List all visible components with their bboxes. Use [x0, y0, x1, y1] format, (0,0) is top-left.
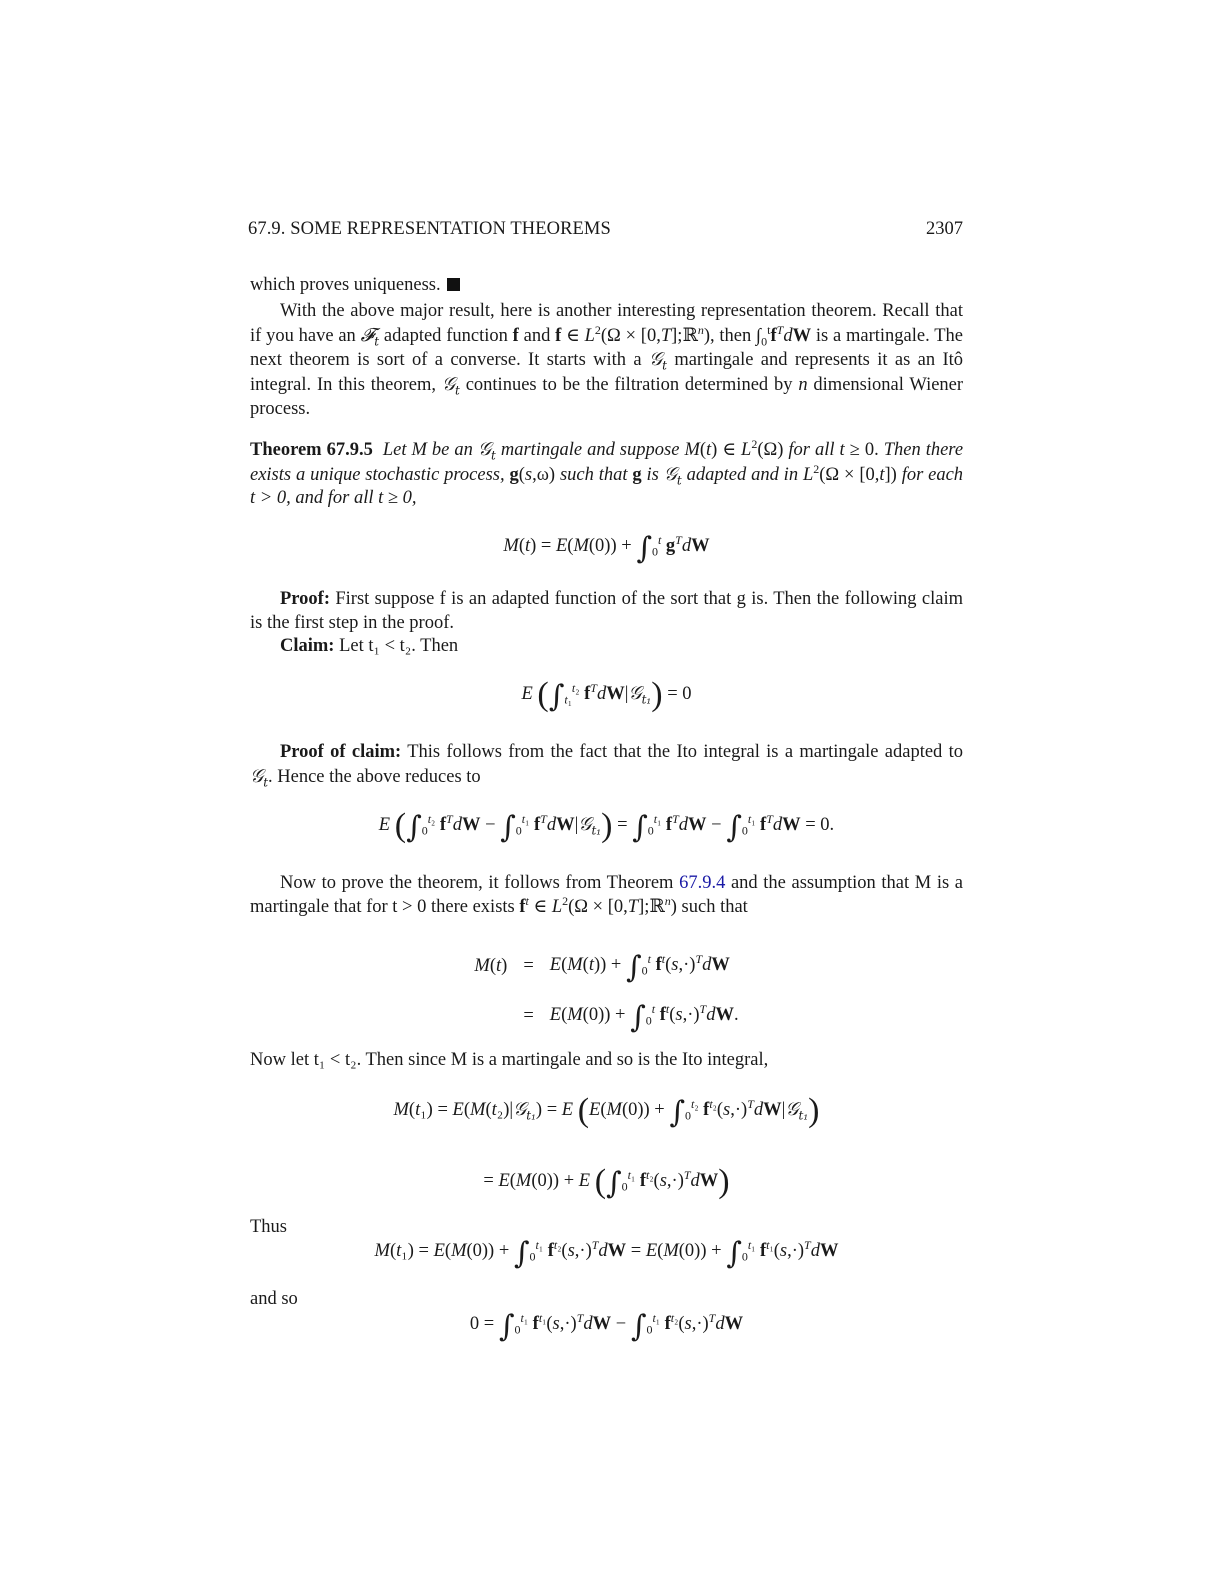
label-and-so: and so [250, 1289, 298, 1309]
equation-reduction: E ($\int_0^{t_2}$ $f^TdW - \int_0^{t_1}$ $f^TdW|𝒢_{t_1}) = \int_0^{t_1}$ $f^TdW - \int_0^{t_1}$ $f^TdW = 0$. [378, 807, 835, 845]
equation-claim: E ($\int_{t_1}^{t_2}$ $f^TdW|𝒢_{t_1}) = 0$ [521, 676, 692, 714]
theorem-label: Theorem 67.9.5 [250, 440, 373, 460]
proof-paragraph: Proof: First suppose f is an adapted function of the sort that g is. Then the following claim is the first step in the proof. Claim: Let t₁ < t₂. Then [250, 589, 964, 657]
section-title: 67.9. SOME REPRESENTATION THEOREMS [248, 219, 611, 239]
page-number: 2307 [926, 219, 963, 239]
paragraph-now-prove: Now to prove the theorem, it follows from Theorem 67.9.4 and the assumption that M is a martingale that for t > 0 there exists $f^t$ ∈ $L^2(\Omega$ × [0,T];ℝ$^n$) such that [250, 873, 963, 917]
paragraph-now-let: Now let t₁ < t₂. Then since M is a martingale and so is the Ito integral, [250, 1050, 769, 1070]
equation-theorem: $M(t) = E(M(0)) + \int_0^t$ $g^TdW$ [503, 531, 710, 566]
equation-thus: $M(t_1) = E(M(0)) + \int_0^{t_1}$ $f^{t_2}(s,\cdot)^TdW = E(M(0)) + \int_0^{t_1}$ $f^{t_1}(s,\cdot)^TdW$ [374, 1236, 839, 1271]
label-thus: Thus [250, 1217, 287, 1237]
proof-of-claim: Proof of claim: This follows from the fact that the Ito integral is a martingale adapted to 𝒢$_t$. Hence the above reduces to [250, 742, 964, 790]
theorem-link[interactable]: 67.9.4 [679, 873, 726, 893]
theorem-67-9-5: Theorem 67.9.5 Let M be an 𝒢$_t$ martingale and suppose M(t) ∈ $L^2(\Omega)$ for all t ≥ 0. Then there exists a unique stochastic process, g(s,ω) such that g is 𝒢$_t$ adapted and in $L^2(\Omega \times [0,t])$ for each t > 0, and for all t ≥ 0, [250, 436, 964, 509]
running-header [248, 219, 963, 240]
paragraph-intro: With the above major result, here is another interesting representation theorem. Recall that if you have an 𝓕$_t$ adapted function f and f ∈ $L^2(\Omega$ × [0,T];ℝ$^n$), then $\int_0^tf^TdW$ is a martingale. The next theorem is sort of a converse. It starts with a 𝒢$_t$ martingale and represents it as an Itô integral. In this theorem, 𝒢$_t$ continues to be the filtration determined by n dimensional Wiener process. [250, 301, 964, 419]
equation-conditional-2: = E(M(0)) + E ($\int_0^{t_1}$ $f^{t_2}(s,\cdot)^TdW$) [483, 1163, 730, 1201]
equation-conditional: M(t₁) = E(M(t₂)|𝒢$_{t_1}$) = E ($E(M(0)) + \int_0^{t_2}$ $f^{t_2}(s,\cdot)^TdW|𝒢_{t_1}$) [393, 1092, 820, 1130]
paragraph-uniqueness: which proves uniqueness. [250, 274, 963, 298]
qed-square-icon [447, 278, 460, 291]
equation-aligned: M(t) = $E(M(t)) + \int_0^t$ $f^t(s,\cdot)^TdW$ = $E(M(0)) + \int_0^t$ $f^t(s,\cdot)^TdW$. [474, 950, 739, 1036]
equation-and-so: $0 = \int_0^{t_1}$ $f^{t_1}(s,\cdot)^TdW - \int_0^{t_1}$ $f^{t_2}(s,\cdot)^TdW$ [469, 1309, 744, 1344]
